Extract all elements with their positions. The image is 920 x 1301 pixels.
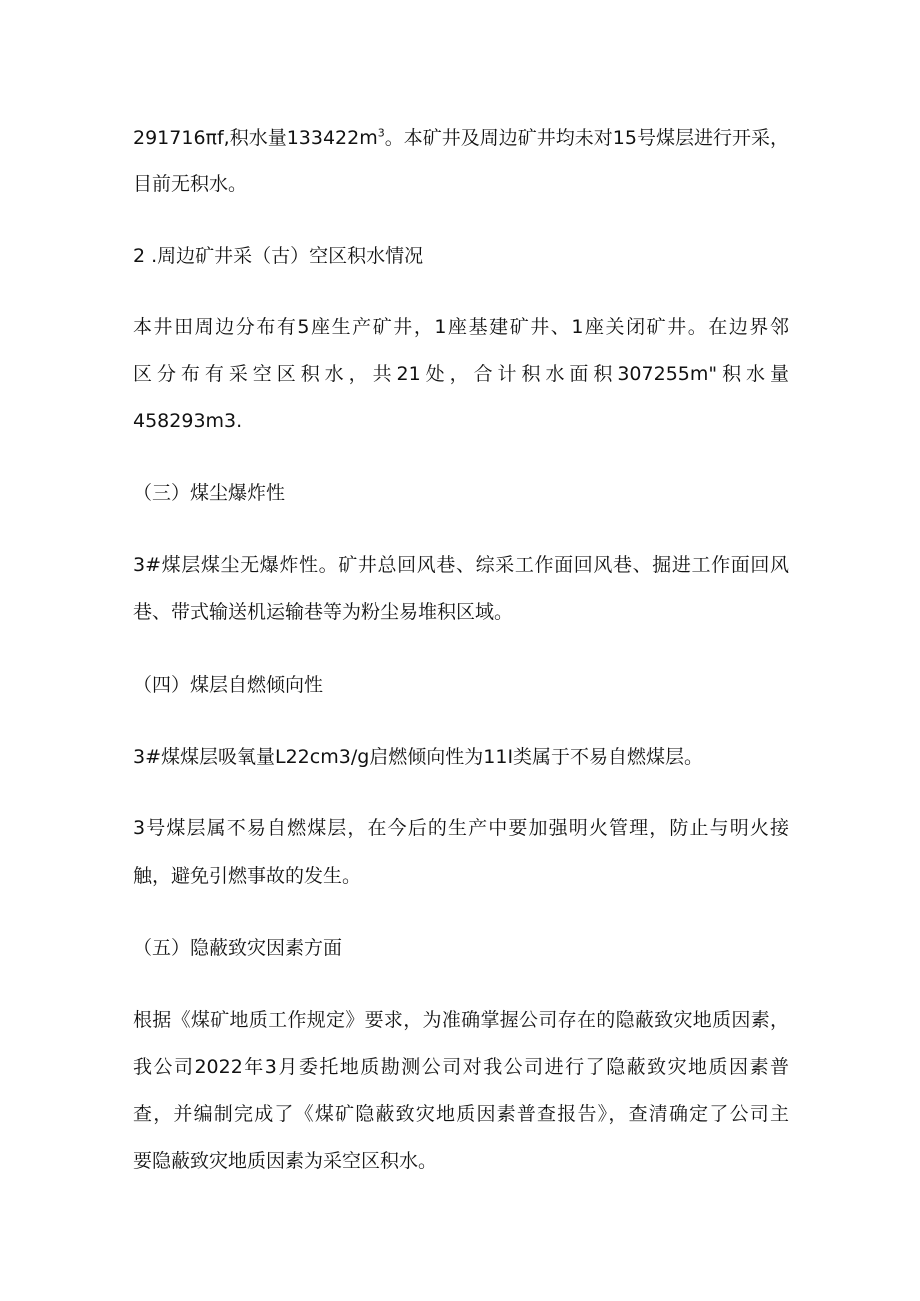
para1-line1-prefix: 291716πf,积水量133422m	[133, 127, 378, 149]
para5-line1: 3号煤层属不易自燃煤层，在今后的生产中要加强明火管理，防止与明火接	[133, 817, 789, 839]
para2-line2: 区分布有采空区积水，共21处，合计积水面积307255m"积水量	[133, 363, 789, 385]
para5-line2: 触，避免引燃事故的发生。	[133, 865, 362, 887]
para2-line1: 本井田周边分布有5座生产矿井，1座基建矿井、1座关闭矿井。在边界邻	[133, 316, 789, 338]
para1-line1-suffix: 。本矿井及周边矿井均未对15号煤层进行开采，	[384, 127, 789, 149]
heading-spontaneous-combustion: （四）煤层自燃倾向性	[133, 674, 324, 696]
para1-line2: 目前无积水。	[133, 173, 248, 195]
para3-line1: 3#煤层煤尘无爆炸性。矿井总回风巷、综采工作面回风巷、掘进工作面回风	[133, 554, 789, 576]
para3-line2: 巷、带式输送机运输巷等为粉尘易堆积区域。	[133, 601, 514, 623]
para6-line1: 根据《煤矿地质工作规定》要求，为准确掌握公司存在的隐蔽致灾地质因素，	[133, 1009, 789, 1031]
para6-line4: 要隐蔽致灾地质因素为采空区积水。	[133, 1150, 438, 1172]
para4-line1: 3#煤煤层吸氧量L22cm3/g启燃倾向性为11I类属于不易自燃煤层。	[133, 746, 704, 768]
para6-line3: 查，并编制完成了《煤矿隐蔽致灾地质因素普查报告》，查清确定了公司主	[133, 1103, 789, 1125]
heading-coal-dust-explosivity: （三）煤尘爆炸性	[133, 482, 286, 504]
para2-line3: 458293m3.	[133, 410, 243, 432]
para1-line1	[133, 126, 789, 150]
heading-hidden-hazards: （五）隐蔽致灾因素方面	[133, 937, 343, 959]
superscript-3: 3	[377, 126, 385, 140]
heading-surrounding-mines: 2 .周边矿井采（古）空区积水情况	[133, 245, 424, 267]
para6-line2: 我公司2022年3月委托地质勘测公司对我公司进行了隐蔽致灾地质因素普	[133, 1056, 789, 1078]
